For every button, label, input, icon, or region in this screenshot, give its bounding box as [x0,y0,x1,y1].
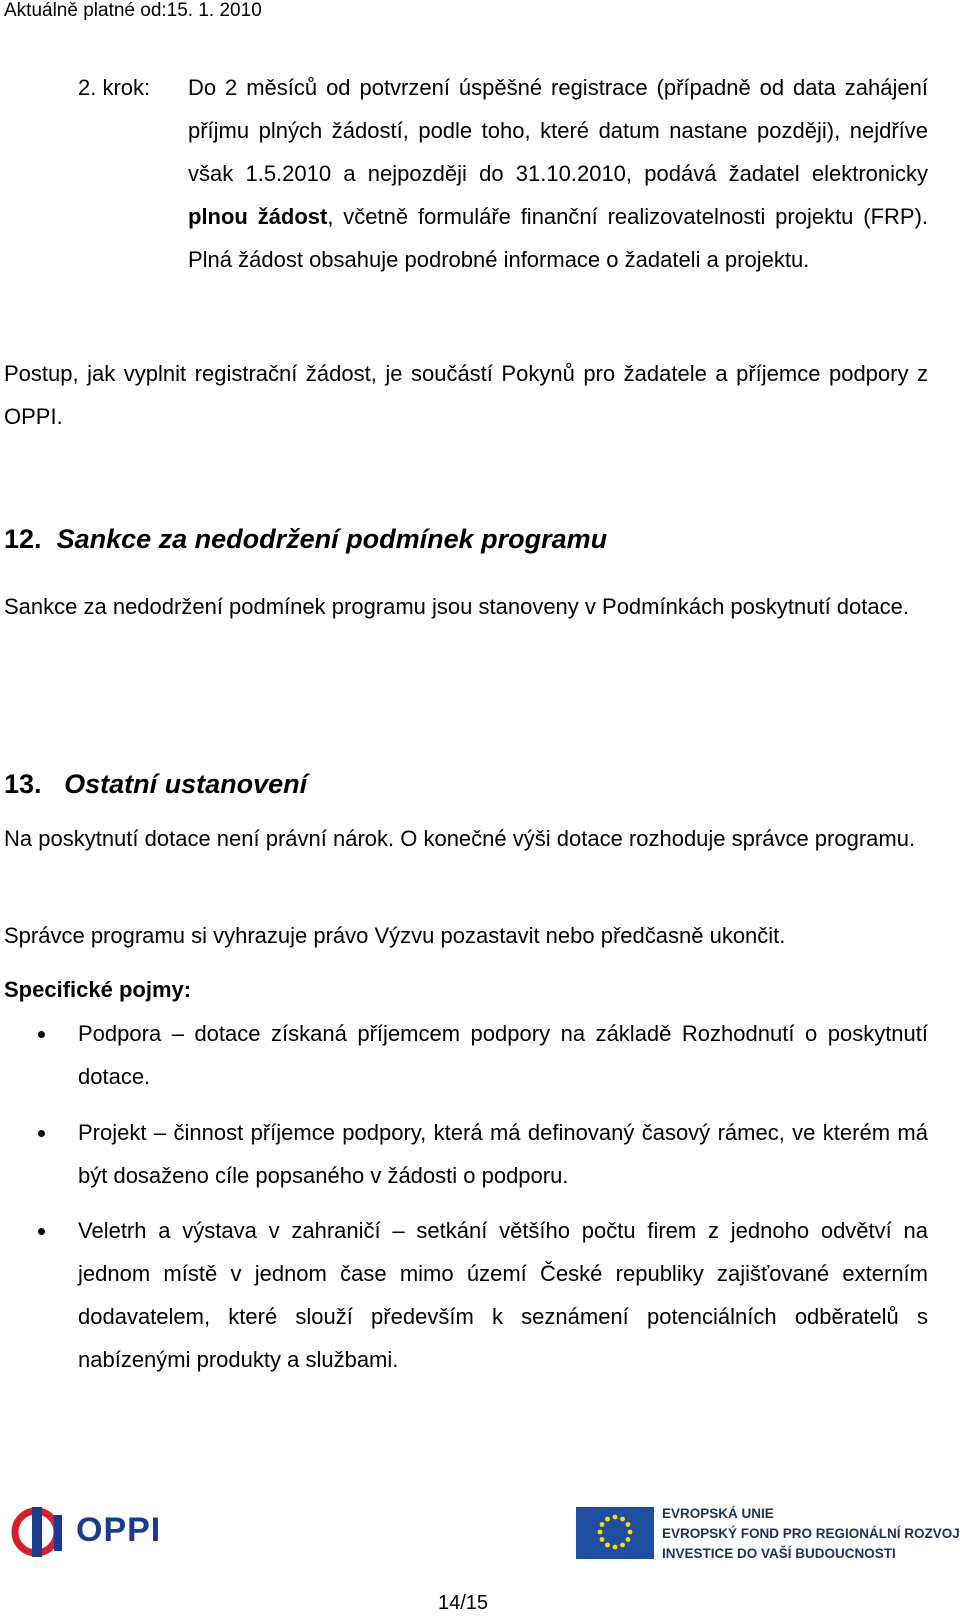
section-13-para-1: Na poskytnutí dotace není právní nárok. O konečné výši dotace rozhoduje správce programu. [4,826,916,851]
eu-line-1: EVROPSKÁ UNIE [662,1506,774,1521]
eu-line-3: INVESTICE DO VAŠÍ BUDOUCNOSTI [662,1546,896,1561]
list-item-text: Podpora – dotace získaná příjemcem podpory na základě Rozhodnutí o poskytnutí dotace. [78,1021,928,1089]
eu-logo-text [662,1504,960,1564]
step-text-start: Do 2 měsíců od potvrzení úspěšné registrace (případně od data zahájení příjmu plných žádostí, podle toho, které datum nastane později), nejdříve však 1.5.2010 a nejpozději do 31.10.2010, podává žadatel elektronicky [188,75,928,186]
step-text-bold: plnou žádost [188,204,328,229]
eu-flag-icon [576,1507,654,1559]
eu-stars-icon [576,1507,654,1559]
page-header: Aktuálně platné od:15. 1. 2010 [4,0,262,21]
section-number: 12. [4,524,42,554]
bullet-icon [38,1031,45,1038]
bullet-icon [38,1130,45,1137]
terms-heading: Specifické pojmy: [4,977,192,1002]
bullet-icon [38,1228,45,1235]
eu-line-2: EVROPSKÝ FOND PRO REGIONÁLNÍ ROZVOJ [662,1526,960,1541]
step-text-end: , včetně formuláře finanční realizovatelnosti projektu (FRP). Plná žádost obsahuje podrobné informace o žadateli a projektu. [188,204,929,272]
step-text [188,66,928,281]
section-13-para-2: Správce programu si vyhrazuje právo Výzvu pozastavit nebo předčasně ukončit. [4,923,786,948]
section-title: Sankce za nedodržení podmínek programu [56,524,608,554]
oppi-logo-text: OPPI [76,1511,162,1549]
section-title: Ostatní ustanovení [64,769,308,799]
section-13-heading [4,768,307,800]
oppi-logo [10,1503,170,1559]
section-12-text: Sankce za nedodržení podmínek programu jsou stanoveny v Podmínkách poskytnutí dotace. [4,594,909,619]
section-12-heading [4,523,607,555]
oppi-emblem-icon [10,1503,72,1559]
list-item-text: Projekt – činnost příjemce podpory, která má definovaný časový rámec, ve kterém má být dosaženo cíle popsaného v žádosti o podporu. [78,1120,928,1188]
page-number: 14/15 [438,1592,489,1614]
list-item-text: Veletrh a výstava v zahraničí – setkání většího počtu firem z jednoho odvětví na jednom místě v jednom čase mimo území České republiky zajišťované externím dodavatelem, které slouží především k seznámení potenciálních odběratelů s nabízenými produkty a službami. [78,1218,928,1372]
step-label: 2. krok: [78,75,151,100]
para-postup: Postup, jak vyplnit registrační žádost, je součástí Pokynů pro žadatele a příjemce podpory z OPPI. [4,361,928,429]
section-number: 13. [4,769,42,799]
